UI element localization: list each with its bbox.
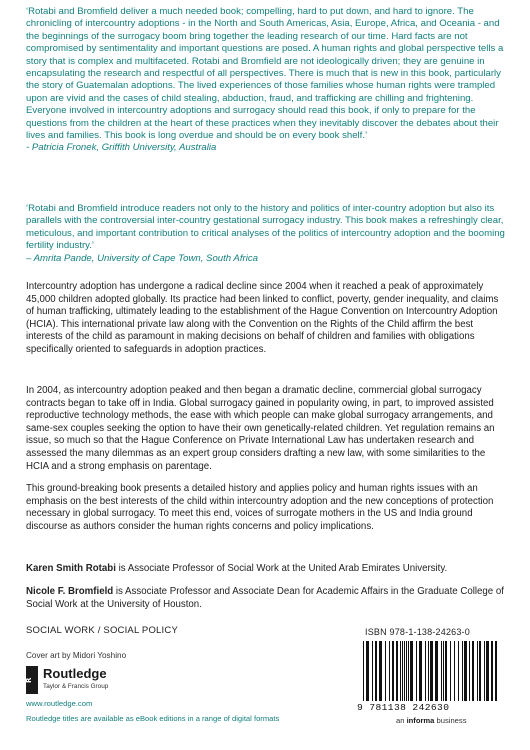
- author-bio: [26, 563, 504, 576]
- quote-source: – Amrita Pande, University of Cape Town, South Africa: [26, 252, 258, 264]
- cover-art-credit: Cover art by Midori Yoshino: [26, 651, 127, 660]
- informa-tagline: an informa business: [396, 716, 467, 725]
- author-bio-text: is Associate Professor of Social Work at the United Arab Emirates University.: [115, 563, 448, 574]
- routledge-mark-icon: R: [26, 666, 38, 694]
- ebook-note: Routledge titles are available as eBook editions in a range of digital formats: [26, 714, 280, 723]
- description-paragraph: In 2004, as intercountry adoption peaked and then began a dramatic decline, commercial global surrogacy contracts began to take off in India. Global surrogacy gained in popularity owing, in part, to improved assisted reproductive technology methods, the ease with which people can make global surrogacy arrangements, and same-sex couples seeking the option to have their own genetically-related children. Yet regulation remains an issue, so much so that the Hague Conference on Private International Law has undertaken research and assessed the many dilemmas as an expert group considers drafting a new law, with some similarities to the HCIA and a strong emphasis on parentage.: [26, 385, 495, 472]
- endorsements: [0, 0, 530, 278]
- isbn: ISBN 978-1-138-24263-0: [365, 627, 470, 637]
- endorsement-quote: [26, 6, 506, 155]
- quote-source: - Patricia Fronek, Griffith University, Australia: [26, 142, 217, 154]
- endorsement-quote: [26, 203, 506, 265]
- publisher-website-link[interactable]: www.routledge.com: [26, 699, 93, 708]
- description-paragraph: This ground-breaking book presents a detailed history and applies policy and human rights issues with an emphasis on the best interests of the child within intercountry adoption and the new conceptions of protection necessary in global surrogacy. To meet this end, voices of surrogate mothers in the US and India ground discourse as authors consider the human rights concerns and policy implications.: [26, 483, 494, 532]
- author-bio-text: is Associate Professor and Associate Dean for Academic Affairs in the Graduate College of Social Work at the University of Houston.: [26, 586, 504, 610]
- quote-text: ‘Rotabi and Bromfield introduce readers not only to the history and politics of inter-country adoption but also its parallels with the controversial inter-country gestational surrogacy industry. This book makes a refreshingly clear, meticulous, and important contribution to critical analyses of the politics of intercountry adoption and the booming fertility industry.’: [26, 203, 505, 252]
- author-name: Karen Smith Rotabi: [26, 563, 116, 574]
- publisher-name: Routledge: [43, 666, 107, 681]
- author-name: Nicole F. Bromfield: [26, 586, 114, 597]
- publisher-logo: [26, 666, 166, 698]
- barcode-block: [357, 627, 503, 721]
- author-bio: [26, 586, 504, 611]
- description-paragraph: Intercountry adoption has undergone a radical decline since 2004 when it reached a peak of approximately 45,000 children adopted globally. Its practice had been linked to conflict, poverty, gender inequality, and claims of human trafficking, ultimately leading to the establishment of the Hague Convention on Intercountry Adoption (HCIA). This international private law along with the Convention on the Rights of the Child affirm the best interests of the child as paramount in making decisions on behalf of children and families with obligations specifically oriented to safeguards in adoption practices.: [26, 281, 499, 355]
- informa-brand: informa: [406, 716, 435, 725]
- barcode-digits: 9 781138 242630: [357, 702, 450, 713]
- quote-text: ‘Rotabi and Bromfield deliver a much needed book; compelling, hard to put down, and hard to ignore. The chronicling of intercountry adoptions - in the North and South Americas, Asia, Europe, Africa, and Oceania - and the beginnings of the surrogacy boom bring together the leading research of our time. Hard facts are not compromised by sentimentality and important questions are posed. A human rights and global perspective tells a story that is complex and multifaceted. Rotabi and Bromfield are not ideologically driven; they are genuine in encapsulating the research and respectful of all perspectives. There is much that is new in this book, particularly the story of Guatemalan adoptions. The lived experiences of those families whose human rights were trampled upon are vivid and the cases of child stealing, abduction, fraud, and trafficking are chilling and frightening. Everyone involved in intercountry adoptions and surrogacy should read this book, if only to prepare for the questions from the children at the heart of these practices when they inevitably discover the debates about their lives and families. This book is long overdue and should be on every book shelf.’: [26, 6, 504, 142]
- publisher-group: Taylor & Francis Group: [43, 683, 109, 690]
- barcode-icon: [361, 641, 499, 701]
- subject-category: SOCIAL WORK / SOCIAL POLICY: [26, 625, 178, 636]
